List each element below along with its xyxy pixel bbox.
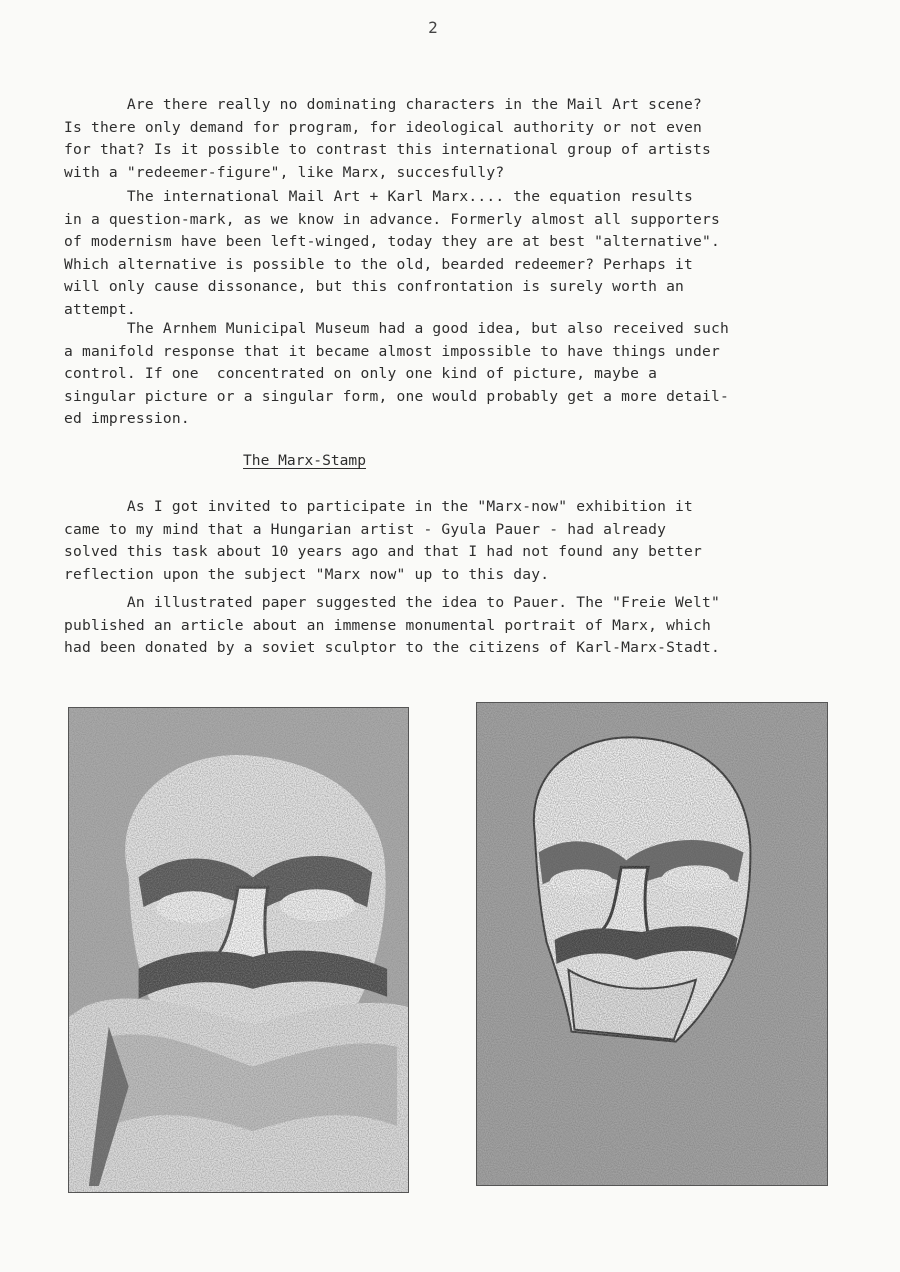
marx-monument-photo xyxy=(68,707,409,1193)
paragraph-intro: Are there really no dominating characters in the Mail Art scene? Is there only demand for program, for ideological authority or not even for that? Is it possible to contrast this international group of artists with a "redeemer-figure", like Marx, succesfully? xyxy=(64,96,712,181)
marx-head-cutout-photo xyxy=(476,702,828,1186)
paragraph-freie-welt: An illustrated paper suggested the idea to Pauer. The "Freie Welt" published an article about an immense monumental portrait of Marx, which had been donated by a soviet sculptor to the citizens of Karl-Marx-Stadt. xyxy=(64,594,720,657)
paragraph-equation: The international Mail Art + Karl Marx.... the equation results in a question-mark, as we know in advance. Formerly almost all supporters of modernism have been left-winged, today they are at best "alternative". Which alternative is possible to the old, bearded redeemer? Perhaps it will only cause dissonance, but this confrontation is surely worth an attempt. xyxy=(64,188,720,318)
page-number: 2 xyxy=(428,18,438,37)
paragraph-invitation: As I got invited to participate in the "Marx-now" exhibition it came to my mind that a Hungarian artist - Gyula Pauer - had already solved this task about 10 years ago and that I had not found any better reflection upon the subject "Marx now" up to this day. xyxy=(64,498,703,583)
section-title: The Marx-Stamp xyxy=(243,452,367,469)
paragraph-arnhem: The Arnhem Municipal Museum had a good idea, but also received such a manifold response that it became almost impossible to have things under control. If one concentrated on only one kind of picture, maybe a singular picture or a singular form, one would probably get a more detail- ed impression. xyxy=(64,320,729,428)
